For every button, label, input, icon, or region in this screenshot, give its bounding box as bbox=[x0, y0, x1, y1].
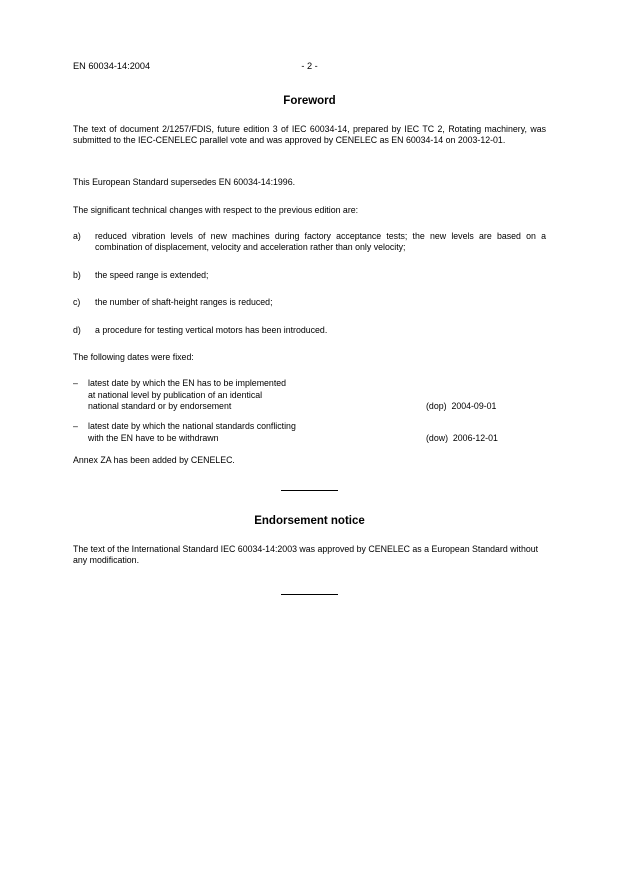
date-item-line: at national level by publication of an identical bbox=[88, 389, 263, 400]
date-item-dash: – bbox=[73, 378, 78, 388]
date-value: 2004-09-01 bbox=[451, 401, 497, 411]
date-code-label: (dow) bbox=[426, 432, 448, 443]
date-item-line: national standard or by endorsement bbox=[88, 401, 232, 411]
date-item-dash: – bbox=[73, 421, 78, 431]
change-item-text: the speed range is extended; bbox=[95, 270, 209, 280]
date-code-dop bbox=[426, 401, 496, 412]
supersedes-paragraph: This European Standard supersedes EN 60034-14:1996. bbox=[73, 177, 296, 187]
date-code-label: (dop) bbox=[426, 401, 447, 411]
change-item-label: d) bbox=[73, 325, 81, 335]
changes-intro-paragraph: The significant technical changes with respect to the previous edition are: bbox=[73, 205, 359, 215]
section-divider bbox=[281, 594, 338, 595]
change-item-label: b) bbox=[73, 270, 81, 280]
document-id: EN 60034-14:2004 bbox=[73, 61, 151, 71]
endorsement-title: Endorsement notice bbox=[254, 515, 365, 527]
date-code-dow bbox=[426, 433, 498, 444]
change-item-label: a) bbox=[73, 231, 81, 241]
foreword-intro-paragraph: The text of document 2/1257/FDIS, future edition 3 of IEC 60034-14, prepared by IEC TC 2, Rotating machinery, was submitted to the IEC-CENELEC parallel vote and was approved by CENELEC as EN 60034-14 on 2003-12-01. bbox=[73, 124, 546, 146]
date-item-line: with the EN have to be withdrawn bbox=[88, 432, 219, 443]
dates-intro-paragraph: The following dates were fixed: bbox=[73, 352, 194, 362]
change-item-text: a procedure for testing vertical motors has been introduced. bbox=[95, 325, 328, 335]
endorsement-paragraph: The text of the International Standard IEC 60034-14:2003 was approved by CENELEC as a European Standard without any modification. bbox=[73, 544, 539, 566]
change-item-text: reduced vibration levels of new machines during factory acceptance tests; the new levels are based on a combination of displacement, velocity and acceleration rather than only velocity; bbox=[95, 231, 546, 253]
change-item-label: c) bbox=[73, 297, 81, 307]
foreword-title: Foreword bbox=[283, 95, 336, 107]
section-divider bbox=[281, 490, 338, 491]
annex-note-paragraph: Annex ZA has been added by CENELEC. bbox=[73, 455, 235, 465]
page-number: - 2 - bbox=[301, 61, 318, 71]
change-item-text: the number of shaft-height ranges is reduced; bbox=[95, 297, 273, 307]
date-item-line: latest date by which the EN has to be implemented bbox=[88, 378, 287, 388]
date-value: 2006-12-01 bbox=[452, 432, 498, 443]
date-item-line: latest date by which the national standards conflicting bbox=[88, 421, 296, 431]
